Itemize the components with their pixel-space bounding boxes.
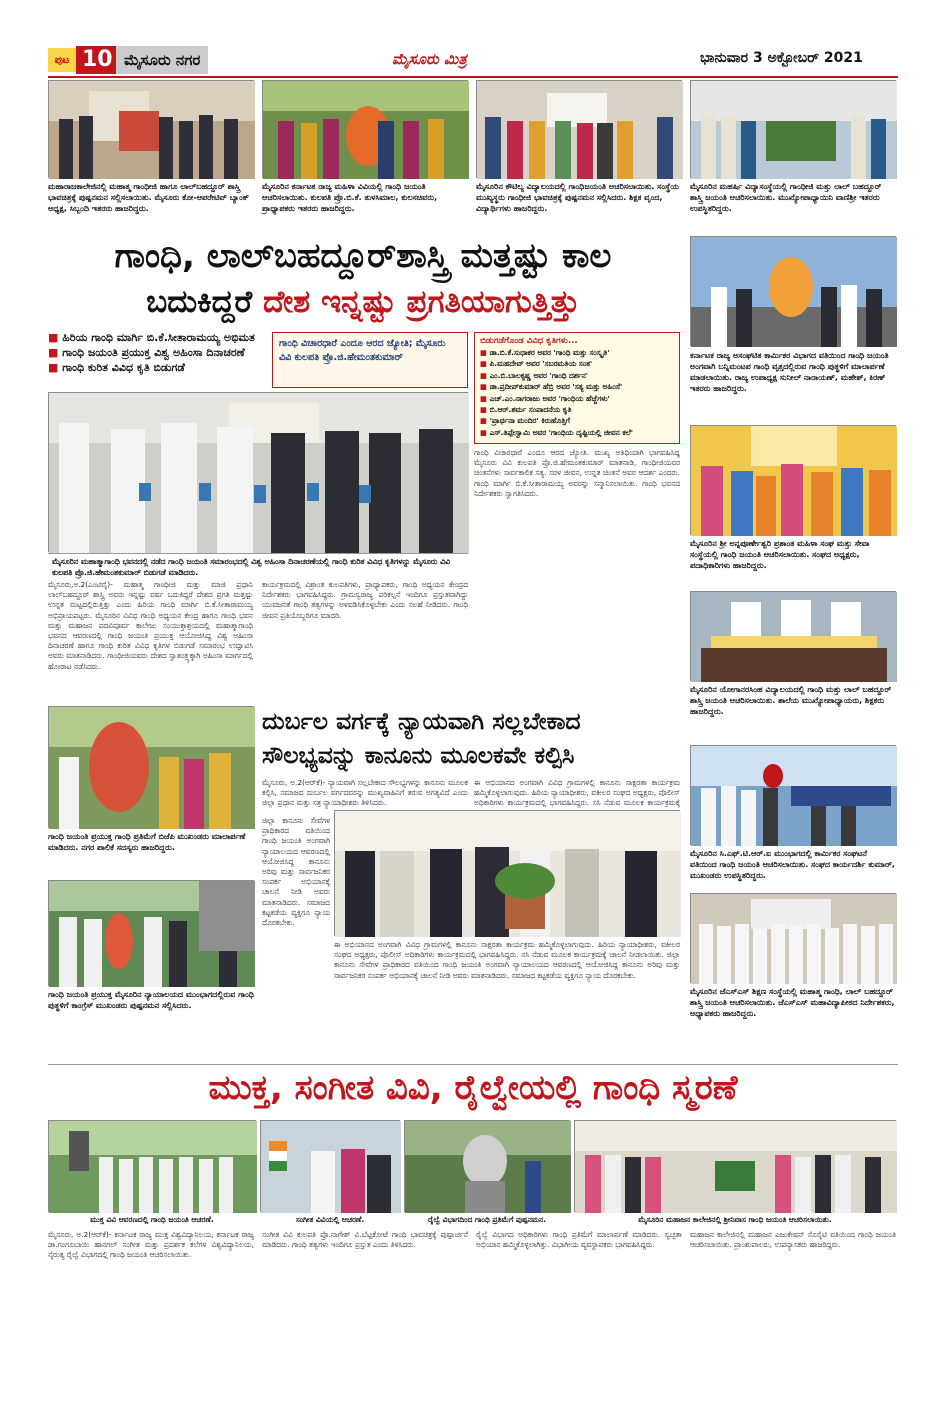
top-photo-2	[262, 80, 468, 178]
third-photo-4	[574, 1120, 896, 1212]
top-caption-1: ಮಹಾರಾಜಕಾಲೇಜಿನಲ್ಲಿ ಮಹಾತ್ಮ ಗಾಂಧೀಜಿ ಹಾಗೂ ಲಾಲ್‌ಬಹದ್ದೂರ್ ಶಾಸ್ತ್ರಿ ಭಾವಚಿತ್ರಕ್ಕೆ ಪುಷ್ಪನಮನ ಸಲ್ಲಿಸಲಾಯಿತು. ಮೈಸೂರು ಕೋ-ಆಪರೇಟಿವ್ ಬ್ಯಾಂಕ್ ಅಧ್ಯಕ್ಷ, ಸಿಬ್ಬಂದಿ ಇತರರು ಹಾಜರಿದ್ದರು.	[48, 182, 249, 213]
second-body-bottom: ಈ ಅಭಿಯಾನದ ಅಂಗವಾಗಿ ವಿವಿಧ ಗ್ರಾಮಗಳಲ್ಲಿ ಕಾನೂನು ಸಾಕ್ಷರತಾ ಕಾರ್ಯಕ್ರಮ ಹಮ್ಮಿಕೊಳ್ಳಲಾಗುವುದು. ಹಿರಿಯ ನ್ಯಾಯಾಧೀಶರು, ವಕೀಲರ ಸಂಘದ ಅಧ್ಯಕ್ಷರು, ಪೊಲೀಸ್ ಅಧಿಕಾರಿಗಳು ಕಾರ್ಯಕ್ರಮದಲ್ಲಿ ಭಾಗವಹಿಸಿದ್ದರು. ಸಸಿ ನೆಡುವ ಮೂಲಕ ಕಾರ್ಯಕ್ರಮಕ್ಕೆ ಚಾಲನೆ ನೀಡಲಾಯಿತು. ಜಿಲ್ಲಾ ಕಾನೂನು ಸೇವೆಗಳ ಪ್ರಾಧಿಕಾರದ ವತಿಯಿಂದ ಗಾಂಧಿ ಜಯಂತಿ ಅಂಗವಾಗಿ ನ್ಯಾಯಾಲಯದ ಆವರಣದಲ್ಲಿ ಆಯೋಜಿಸಿದ್ದ ಕಾನೂನು ಅರಿವು ಮತ್ತು ಸಾರ್ವಜನಿಕರ ಸಂಪರ್ಕ ಅಭಿಯಾನಕ್ಕೆ ಚಾಲನೆ ನೀಡಿ ಅವರು ಮಾತನಾಡಿದರು. ಸಮಾಜದ ಕಟ್ಟಕಡೆಯ ವ್ಯಕ್ತಿಗೂ ನ್ಯಾಯ ದೊರಕಬೇಕು.	[334, 940, 680, 980]
lead-body-col2: ಕಾರ್ಯಕ್ರಮದಲ್ಲಿ ವಿಶ್ರಾಂತ ಕುಲಪತಿಗಳು, ಪ್ರಾಧ್ಯಾಪಕರು, ಗಾಂಧಿ ಅಧ್ಯಯನ ಕೇಂದ್ರದ ನಿರ್ದೇಶಕರು ಭಾಗವಹಿಸಿದ್ದರು. ಗ್ರಾಮಸ್ವರಾಜ್ಯ ಪರಿಕಲ್ಪನೆ ಇಂದಿಗೂ ಪ್ರಸ್ತುತವಾಗಿದ್ದು ಯುವಜನತೆ ಗಾಂಧಿ ತತ್ವಗಳನ್ನು ಅಳವಡಿಸಿಕೊಳ್ಳಬೇಕು ಎಂದು ಸಲಹೆ ನೀಡಿದರು. ಗಾಂಧಿ ಜೀವನ ಪ್ರತಿಯೊಬ್ಬರಿಗೂ ಮಾದರಿ.	[262, 580, 468, 620]
right-photo-1	[690, 236, 896, 346]
book-item: ■ ಡಾ.ಬಿ.ಕೆ.ಸುಧಾಕರ ಅವರ 'ಗಾಂಧಿ ಮತ್ತು ಸಂಸ್ಕೃತಿ'	[480, 348, 610, 357]
right-caption-5: ಮೈಸೂರಿನ ಜೆಎಸ್‌ಎಸ್ ಶಿಕ್ಷಣ ಸಂಸ್ಥೆಯಲ್ಲಿ ಮಹಾತ್ಮ ಗಾಂಧಿ, ಲಾಲ್ ಬಹದ್ದೂರ್ ಶಾಸ್ತ್ರಿ ಜಯಂತಿ ಆಚರಿಸಲಾಯಿತು. ಜೆಎಸ್‌ಎಸ್ ಮಹಾವಿದ್ಯಾಪೀಠದ ನಿರ್ದೇಶಕರು, ಅಧ್ಯಾಪಕರು ಹಾಜರಿದ್ದರು.	[690, 987, 895, 1018]
paper-name: ಮೈಸೂರು ಮಿತ್ರ	[392, 50, 467, 68]
right-caption-4: ಮೈಸೂರಿನ ಸಿ.ಎಫ್.ಟಿ.ಆರ್.ಐ ಮುಂಭಾಗದಲ್ಲಿ ಕಾರ್ಮಿಕರ ಸಂಘಟನೆ ವತಿಯಿಂದ ಗಾಂಧಿ ಜಯಂತಿ ಆಚರಿಸಲಾಯಿತು. ಸಂಘದ ಕಾರ್ಯದರ್ಶಿ ಕುಮಾರ್, ಮುಖಂಡರು ಉಪಸ್ಥಿತರಿದ್ದರು.	[690, 849, 895, 880]
third-photo-2	[260, 1120, 400, 1212]
right-photo-2	[690, 425, 896, 535]
book-item: ■ ಪಿ.ಮಹದೇವ್ ಅವರ 'ಸಬರಮತಿಯ ಸಂತ'	[480, 359, 593, 369]
top-caption-4: ಮೈಸೂರಿನ ಮಹರ್ಷಿ ವಿದ್ಯಾಸಂಸ್ಥೆಯಲ್ಲಿ ಗಾಂಧೀಜಿ ಮತ್ತು ಲಾಲ್ ಬಹದ್ದೂರ್ ಶಾಸ್ತ್ರಿ ಜಯಂತಿ ಆಚರಿಸಲಾಯಿತು. ಮುಖ್ಯೋಪಾಧ್ಯಾಯಿನಿ ವಾಣಿಶ್ರೀ ಇತರರು ಉಪಸ್ಥಿತರಿದ್ದರು.	[690, 182, 882, 213]
top-photo-1	[48, 80, 254, 178]
second-photo	[334, 810, 680, 936]
top-photo-3	[476, 80, 682, 178]
third-body-col3: ರೈಲ್ವೆ ವಿಭಾಗದ ಅಧಿಕಾರಿಗಳು ಗಾಂಧಿ ಪ್ರತಿಮೆಗೆ ಮಾಲಾರ್ಪಣೆ ಮಾಡಿದರು. ಸ್ವಚ್ಛತಾ ಅಭಿಯಾನ ಹಮ್ಮಿಕೊಳ್ಳಲಾಗಿತ್ತು. ವಿಭಾಗೀಯ ವ್ಯವಸ್ಥಾಪಕರು ಭಾಗವಹಿಸಿದ್ದರು.	[476, 1230, 682, 1250]
third-body-col1: ಮೈಸೂರು, ಅ.2(ಆರ್‌ಕೆ)- ಕರ್ನಾಟಕ ರಾಜ್ಯ ಮುಕ್ತ ವಿಶ್ವವಿದ್ಯಾನಿಲಯ, ಕರ್ನಾಟಕ ರಾಜ್ಯ ಡಾ.ಗಂಗೂಬಾಯಿ ಹಾನಗಲ್ ಸಂಗೀತ ಮತ್ತು ಪ್ರದರ್ಶಕ ಕಲೆಗಳ ವಿಶ್ವವಿದ್ಯಾನಿಲಯ, ನೈರುತ್ಯ ರೈಲ್ವೆ ವಿಭಾಗದಲ್ಲಿ ಗಾಂಧಿ ಜಯಂತಿ ಆಚರಿಸಲಾಯಿತು.	[48, 1230, 254, 1260]
third-caption-1: ಮುಕ್ತ ವಿವಿ ಆವರಣದಲ್ಲಿ ಗಾಂಧಿ ಜಯಂತಿ ಆಚರಣೆ.	[90, 1215, 214, 1224]
issue-date: ಭಾನುವಾರ 3 ಅಕ್ಟೋಬರ್ 2021	[700, 50, 863, 66]
midleft-photo-2	[48, 880, 254, 986]
section-name: ಮೈಸೂರು ನಗರ	[116, 46, 208, 74]
second-body-col1: ಜಿಲ್ಲಾ ಕಾನೂನು ಸೇವೆಗಳ ಪ್ರಾಧಿಕಾರದ ವತಿಯಿಂದ ಗಾಂಧಿ ಜಯಂತಿ ಅಂಗವಾಗಿ ನ್ಯಾಯಾಲಯದ ಆವರಣದಲ್ಲಿ ಆಯೋಜಿಸಿದ್ದ ಕಾನೂನು ಅರಿವು ಮತ್ತು ಸಾರ್ವಜನಿಕರ ಸಂಪರ್ಕ ಅಭಿಯಾನಕ್ಕೆ ಚಾಲನೆ ನೀಡಿ ಅವರು ಮಾತನಾಡಿದರು. ಸಮಾಜದ ಕಟ್ಟಕಡೆಯ ವ್ಯಕ್ತಿಗೂ ನ್ಯಾಯ ದೊರಕಬೇಕು.	[262, 816, 330, 928]
third-caption-2: ಸಂಗೀತ ವಿವಿಯಲ್ಲಿ ಆಚರಣೆ.	[295, 1215, 365, 1224]
midleft-caption-1: ಗಾಂಧಿ ಜಯಂತಿ ಪ್ರಯುಕ್ತ ಗಾಂಧಿ ಪ್ರತಿಮೆಗೆ ಬಿಜೆಪಿ ಮುಖಂಡರು ಮಾಲಾರ್ಪಣೆ ಮಾಡಿದರು. ನಗರ ಪಾಲಿಕೆ ಸದಸ್ಯರು ಹಾಜರಿದ್ದರು.	[48, 832, 246, 852]
second-headline-line2: ಸೌಲಭ್ಯವನ್ನು ಕಾನೂನು ಮೂಲಕವೇ ಕಲ್ಪಿಸಿ	[262, 741, 575, 769]
books-box-title: ಬಿಡುಗಡೆಗೊಂಡ ವಿವಿಧ ಕೃತಿಗಳು...	[480, 336, 578, 346]
lead-photo	[48, 392, 468, 552]
third-photo-3	[404, 1120, 570, 1212]
lead-body-col3: ಗಾಂಧಿ ವಿಚಾರಧಾರೆ ಎಂದೂ ಆರದ ಜ್ಯೋತಿ. ಮುಖ್ಯ ಅತಿಥಿಯಾಗಿ ಭಾಗವಹಿಸಿದ್ದ ಮೈಸೂರು ವಿವಿ ಕುಲಪತಿ ಪ್ರೊ.ಜಿ.ಹೇಮಂತಕುಮಾರ್ ಮಾತನಾಡಿ, ಗಾಂಧೀಜಿಯವರ ಚಿಂತನೆಗಳು ಸಾರ್ವಕಾಲಿಕ ಸತ್ಯ. ಸರಳ ಜೀವನ, ಉನ್ನತ ಚಿಂತನೆ ಅವರ ಆದರ್ಶ ಎಂದರು. ಗಾಂಧಿ ಮಾರ್ಗಿ ಬಿ.ಕೆ.ಸೀತಾರಾಮಯ್ಯ ಅವರನ್ನು ಸನ್ಮಾನಿಸಲಾಯಿತು. ಗಾಂಧಿ ಭವನದ ನಿರ್ದೇಶಕರು ಸ್ವಾಗತಿಸಿದರು.	[474, 448, 680, 498]
third-caption-3: ರೈಲ್ವೆ ವಿಭಾಗದಿಂದ ಗಾಂಧಿ ಪ್ರತಿಮೆಗೆ ಪುಷ್ಪನಮನ.	[427, 1215, 547, 1224]
midleft-photo-1	[48, 706, 254, 828]
third-headline: ಮುಕ್ತ, ಸಂಗೀತ ವಿವಿ, ರೈಲ್ವೇಯಲ್ಲಿ ಗಾಂಧಿ ಸ್ಮರಣೆ	[208, 1068, 738, 1108]
masthead-rule	[48, 76, 898, 78]
right-caption-3: ಮೈಸೂರಿನ ಯೋಗಾನರಸಿಂಹ ವಿದ್ಯಾಲಯದಲ್ಲಿ ಗಾಂಧಿ ಮತ್ತು ಲಾಲ್ ಬಹದ್ದೂರ್ ಶಾಸ್ತ್ರಿ ಜಯಂತಿ ಆಚರಿಸಲಾಯಿತು. ಶಾಲೆಯ ಮುಖ್ಯೋಪಾಧ್ಯಾಯರು, ಶಿಕ್ಷಕರು ಹಾಜರಿದ್ದರು.	[690, 685, 892, 716]
right-caption-1: ಕರ್ನಾಟಕ ರಾಜ್ಯ ಅಸಂಘಟಿತ ಕಾರ್ಮಿಕರ ವಿಭಾಗದ ವತಿಯಿಂದ ಗಾಂಧಿ ಜಯಂತಿ ಅಂಗವಾಗಿ ಬನ್ನಿಮಂಟಪ ಗಾಂಧಿ ವೃತ್ತದಲ್ಲಿರುವ ಗಾಂಧಿ ಪುತ್ಥಳಿಗೆ ಮಾಲಾರ್ಪಣೆ ಮಾಡಲಾಯಿತು. ರಾಜ್ಯ ಉಪಾಧ್ಯಕ್ಷ ಸುನೀಲ್ ನಾರಾಯಣ್, ಮಹೇಶ್, ಕಿರಣ್ ಇತರರು ಹಾಜರಿದ್ದರು.	[690, 351, 889, 393]
quote-box	[272, 332, 468, 388]
book-item: ■ ಡಾ.ಪ್ರದೀಪ್‌ಕುಮಾರ್ ಹೆಬ್ರಿ ಅವರ 'ಸತ್ಯ ಮತ್ತು ಅಹಿಂಸೆ'	[480, 382, 623, 392]
lead-headline-line1: ಗಾಂಧಿ, ಲಾಲ್‌ಬಹದ್ದೂರ್‌ಶಾಸ್ತ್ರಿ ಮತ್ತಷ್ಟು ಕಾಲ	[114, 236, 612, 276]
third-rule	[48, 1064, 898, 1065]
lead-bullet: ■ ಗಾಂಧಿ ಜಯಂತಿ ಪ್ರಯುಕ್ತ ವಿಶ್ವ ಅಹಿಂಸಾ ದಿನಾಚರಣೆ	[48, 346, 245, 359]
lead-photo-caption-bar	[48, 553, 468, 577]
page-label: ಪುಟ	[48, 48, 76, 72]
book-item: ■ ಎಚ್.ಎಂ.ನಾಗರಾಜು ಅವರ 'ಗಾಂಧಿಯ ಹೆಜ್ಜೆಗಳು'	[480, 393, 610, 403]
right-caption-2: ಮೈಸೂರಿನ ಶ್ರೀ ಅನ್ನಪೂರ್ಣೇಶ್ವರಿ ಪ್ರಶಾಂತ ಮಹಿಳಾ ಸಂಘ ಮತ್ತು ಸೇವಾ ಸಂಸ್ಥೆಯಲ್ಲಿ ಗಾಂಧಿ ಜಯಂತಿ ಆಚರಿಸಲಾಯಿತು. ಸಂಘದ ಅಧ್ಯಕ್ಷರು, ಪದಾಧಿಕಾರಿಗಳು ಹಾಜರಿದ್ದರು.	[690, 539, 870, 570]
page-number: 10	[76, 46, 119, 74]
right-photo-5	[690, 893, 896, 983]
top-caption-3: ಮೈಸೂರಿನ ಕೌಟಿಲ್ಯ ವಿದ್ಯಾಲಯದಲ್ಲಿ ಗಾಂಧಿಜಯಂತಿ ಆಚರಿಸಲಾಯಿತು. ಸಂಸ್ಥೆಯ ಮುಖ್ಯಸ್ಥರು ಗಾಂಧೀಜಿ ಭಾವಚಿತ್ರಕ್ಕೆ ಪುಷ್ಪನಮನ ಸಲ್ಲಿಸಿದರು. ಶಿಕ್ಷಕ ವೃಂದ, ವಿದ್ಯಾರ್ಥಿಗಳು ಹಾಜರಿದ್ದರು.	[476, 182, 679, 213]
top-photo-4	[690, 80, 896, 178]
lead-headline-line2	[48, 284, 678, 328]
quote-box-text: ಗಾಂಧಿ ವಿಚಾರಧಾರೆ ಎಂದೂ ಆರದ ಜ್ಯೋತಿ; ಮೈಸೂರು ವಿವಿ ಕುಲಪತಿ ಪ್ರೊ.ಜಿ.ಹೇಮಂತಕುಮಾರ್	[279, 338, 446, 363]
book-item: ■ ಬಿ.ಆರ್.ಶರ್ಮ ಸಂಪಾದನೆಯ ಕೃತಿ	[480, 405, 572, 415]
third-caption-4: ಮೈಸೂರಿನ ಮಹಾಜನ ಕಾಲೇಜಿನಲ್ಲಿ ಶ್ರೀನಿವಾಸ ಗಾಂಧಿ ಜಯಂತಿ ಆಚರಿಸಲಾಯಿತು.	[638, 1215, 832, 1224]
lead-body-col1: ಮೈಸೂರು,ಅ.2(ಎಂಟಿವೈ)- ಮಹಾತ್ಮ ಗಾಂಧೀಜಿ ಮತ್ತು ಮಾಜಿ ಪ್ರಧಾನಿ ಲಾಲ್‌ಬಹದ್ದೂರ್ ಶಾಸ್ತ್ರಿ ಅವರು ಇನ್ನಷ್ಟು ವರ್ಷ ಬದುಕಿದ್ದರೆ ದೇಶದ ಪ್ರಗತಿ ಮತ್ತಷ್ಟು ಉನ್ನತ ಮಟ್ಟದಲ್ಲಿರುತ್ತಿತ್ತು ಎಂದು ಹಿರಿಯ ಗಾಂಧಿ ಮಾರ್ಗಿ ಬಿ.ಕೆ.ಸೀತಾರಾಮಯ್ಯ ಅಭಿಪ್ರಾಯಪಟ್ಟರು. ಮೈಸೂರಿನ ವಿವಿಧ ಗಾಂಧಿ ಅಧ್ಯಯನ ಕೇಂದ್ರ ಹಾಗೂ ಗಾಂಧಿ ಭವನ ಮತ್ತು ಮಹಾಜನ ಪದವಿಪೂರ್ವ ಕಾಲೇಜು ಸಂಯುಕ್ತಾಶ್ರಯದಲ್ಲಿ ಮಹಾತ್ಮಾಗಾಂಧಿ ಭವನದ ಆವರಣದಲ್ಲಿ ಗಾಂಧಿ ಜಯಂತಿ ಪ್ರಯುಕ್ತ ಆಯೋಜಿಸಿದ್ದ ವಿಶ್ವ ಅಹಿಂಸಾ ದಿನಾಚರಣೆ ಹಾಗೂ ಗಾಂಧಿ ಕುರಿತ ವಿವಿಧ ಕೃತಿಗಳ ಬಿಡುಗಡೆ ಸಮಾರಂಭ ಉದ್ಘಾಟಿಸಿ ಅವರು ಮಾತನಾಡಿದರು. ಗಾಂಧೀಜಿಯವರು ದೇಶದ ಸ್ವಾತಂತ್ರ್ಯಕ್ಕಾಗಿ ಅಹಿಂಸಾ ಮಾರ್ಗದಲ್ಲಿ ಹೋರಾಟ ನಡೆಸಿದರು.	[48, 580, 253, 671]
third-body-col4: ಮಹಾಜನ ಕಾಲೇಜಿನಲ್ಲಿ ಮಹಾಜನ ಎಜುಕೇಷನ್ ಸೊಸೈಟಿ ವತಿಯಿಂದ ಗಾಂಧಿ ಜಯಂತಿ ಆಚರಿಸಲಾಯಿತು. ಪ್ರಾಂಶುಪಾಲರು, ಉಪನ್ಯಾಸಕರು ಹಾಜರಿದ್ದರು.	[690, 1230, 896, 1250]
lead-bullets	[48, 330, 266, 390]
second-body-col3: ಈ ಅಭಿಯಾನದ ಅಂಗವಾಗಿ ವಿವಿಧ ಗ್ರಾಮಗಳಲ್ಲಿ ಕಾನೂನು ಸಾಕ್ಷರತಾ ಕಾರ್ಯಕ್ರಮ ಹಮ್ಮಿಕೊಳ್ಳಲಾಗುವುದು. ಹಿರಿಯ ನ್ಯಾಯಾಧೀಶರು, ವಕೀಲರ ಸಂಘದ ಅಧ್ಯಕ್ಷರು, ಪೊಲೀಸ್ ಅಧಿಕಾರಿಗಳು ಕಾರ್ಯಕ್ರಮದಲ್ಲಿ ಭಾಗವಹಿಸಿದ್ದರು. ಸಸಿ ನೆಡುವ ಮೂಲಕ ಕಾರ್ಯಕ್ರಮಕ್ಕೆ	[474, 778, 680, 808]
midleft-caption-2: ಗಾಂಧಿ ಜಯಂತಿ ಪ್ರಯುಕ್ತ ಮೈಸೂರಿನ ನ್ಯಾಯಾಲಯದ ಮುಂಭಾಗದಲ್ಲಿರುವ ಗಾಂಧಿ ಪುತ್ಥಳಿಗೆ ಕಾಂಗ್ರೆಸ್ ಮುಖಂಡರು ಪುಷ್ಪನಮನ ಸಲ್ಲಿಸಿದರು.	[48, 990, 254, 1010]
third-body-col2: ಸಂಗೀತ ವಿವಿ ಕುಲಪತಿ ಪ್ರೊ.ನಾಗೇಶ್ ವಿ.ಬೆಟ್ಟಕೋಟೆ ಗಾಂಧಿ ಭಾವಚಿತ್ರಕ್ಕೆ ಪುಷ್ಪಾರ್ಚನೆ ಮಾಡಿದರು. ಗಾಂಧಿ ತತ್ವಗಳು ಇಂದಿಗೂ ಪ್ರಸ್ತುತ ಎಂದು ತಿಳಿಸಿದರು.	[262, 1230, 468, 1250]
lead-bullet: ■ ಗಾಂಧಿ ಕುರಿತ ವಿವಿಧ ಕೃತಿ ಬಿಡುಗಡೆ	[48, 361, 185, 374]
third-photo-1	[48, 1120, 256, 1212]
books-box	[474, 332, 680, 444]
right-photo-3	[690, 591, 896, 681]
book-item: ■ ಎಂ.ಬಿ.ಬಾಲಕೃಷ್ಣ ಅವರ 'ಗಾಂಧಿ ದರ್ಶನ'	[480, 370, 589, 380]
book-item: ■ ಎಸ್.ತಿಪ್ಪೇಸ್ವಾಮಿ ಅವರ 'ಗಾಂಧಿಯ ದೃಷ್ಟಿಯಲ್ಲಿ ಜೀವನ ಕಲೆ'	[480, 427, 634, 437]
lead-bullet: ■ ಹಿರಿಯ ಗಾಂಧಿ ಮಾರ್ಗಿ ಬಿ.ಕೆ.ಸೀತಾರಾಮಯ್ಯ ಅಭಿಮತ	[48, 331, 255, 344]
lead-headline-black: ಬದುಕಿದ್ದರೆ	[146, 284, 253, 320]
book-item: ■ 'ಪ್ರಾರ್ಥನಾ ಮಂದಿರ' ಕಿರುಹೊತ್ತಿಗೆ	[480, 416, 570, 426]
top-caption-2: ಮೈಸೂರಿನ ಕರ್ನಾಟಕ ರಾಜ್ಯ ಮಹಿಳಾ ವಿವಿಯಲ್ಲಿ ಗಾಂಧಿ ಜಯಂತಿ ಆಚರಿಸಲಾಯಿತು. ಕುಲಪತಿ ಪ್ರೊ.ಬಿ.ಕೆ. ತುಳಸಿಮಾಲ, ಕುಲಸಚಿವರು, ಪ್ರಾಧ್ಯಾಪಕರು ಇತರರು ಹಾಜರಿದ್ದರು.	[262, 182, 438, 213]
second-body-lede: ಮೈಸೂರು, ಅ.2(ಆರ್‌ಕೆ)- ನ್ಯಾಯವಾಗಿ ಸಲ್ಲಬೇಕಾದ ಸೌಲಭ್ಯಗಳನ್ನು ಕಾನೂನು ಮೂಲಕ ಕಲ್ಪಿಸಿ, ಸಮಾಜದ ದುರ್ಬಲ ವರ್ಗದವರನ್ನು ಮುಖ್ಯವಾಹಿನಿಗೆ ತರುವ ಅಗತ್ಯವಿದೆ ಎಂದು ಜಿಲ್ಲಾ ಪ್ರಧಾನ ಮತ್ತು ಸತ್ರ ನ್ಯಾಯಾಧೀಶರು ತಿಳಿಸಿದರು.	[262, 778, 468, 808]
lead-headline-red: ದೇಶ ಇನ್ನಷ್ಟು ಪ್ರಗತಿಯಾಗುತ್ತಿತ್ತು	[262, 284, 580, 320]
lead-photo-caption: ಮೈಸೂರಿನ ಮಹಾತ್ಮಾಗಾಂಧಿ ಭವನದಲ್ಲಿ ನಡೆದ ಗಾಂಧಿ ಜಯಂತಿ ಸಮಾರಂಭದಲ್ಲಿ ವಿಶ್ವ ಅಹಿಂಸಾ ದಿನಾಚರಣೆಯಲ್ಲಿ ಗಾಂಧಿ ಕುರಿತ ವಿವಿಧ ಕೃತಿಗಳನ್ನು ಮೈಸೂರು ವಿವಿ ಕುಲಪತಿ ಪ್ರೊ.ಜಿ.ಹೇಮಂತಕುಮಾರ್ ಬಿಡುಗಡೆ ಮಾಡಿದರು.	[52, 557, 451, 577]
right-photo-4	[690, 745, 896, 845]
second-headline-line1: ದುರ್ಬಲ ವರ್ಗಕ್ಕೆ ನ್ಯಾಯವಾಗಿ ಸಲ್ಲಬೇಕಾದ	[262, 707, 581, 735]
